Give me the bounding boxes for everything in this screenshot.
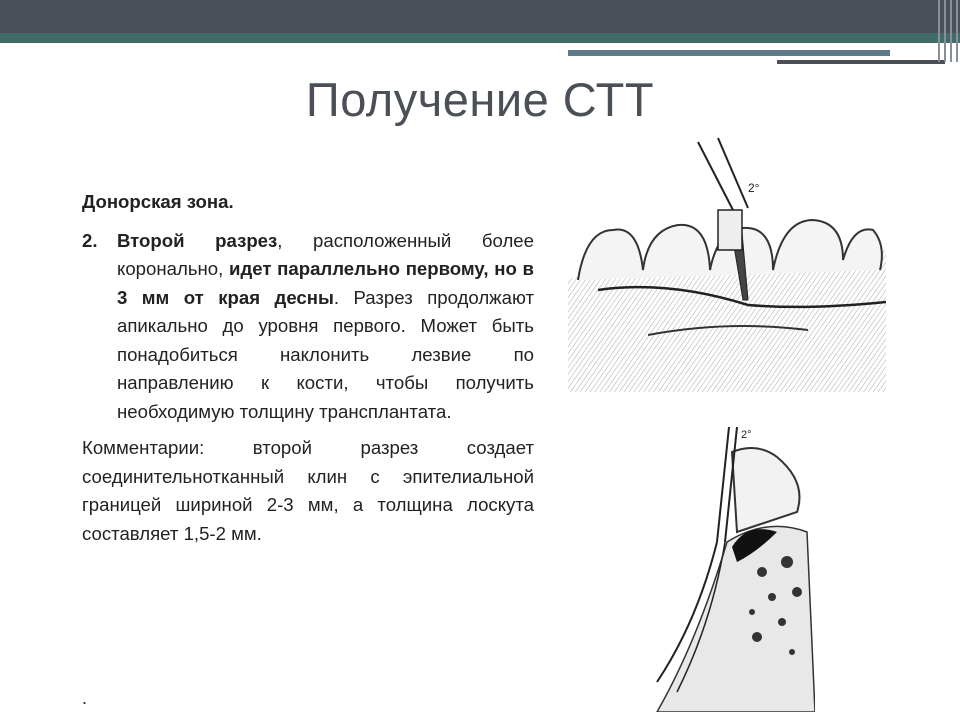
accent-decor-stripe bbox=[568, 50, 890, 56]
item-text-4: . Разрез продолжают апикально до уровня первого. Может быть понадобиться наклонить лезвие по направлению к кости, чтобы получить необходимую толщину трансплантата. bbox=[117, 286, 534, 422]
section-heading: Донорская зона. bbox=[82, 191, 234, 212]
teeth-incision-illustration bbox=[568, 130, 886, 392]
item-text bbox=[117, 227, 534, 427]
corner-decor-lines bbox=[934, 0, 960, 62]
trailing-dot: . bbox=[82, 688, 88, 708]
item-text-2: , расположенный более коронально, bbox=[117, 229, 534, 279]
item-bold-1: Второй разрез bbox=[117, 229, 278, 251]
cross-section-illustration bbox=[637, 422, 815, 712]
slide-body bbox=[82, 188, 534, 548]
numbered-item bbox=[82, 227, 534, 427]
angle-label-top: 2° bbox=[748, 181, 760, 195]
item-number: 2. bbox=[82, 229, 98, 251]
teal-decor-stripe bbox=[0, 33, 960, 43]
item-bold-3: идет параллельно первому, но в 3 мм от края десны bbox=[117, 258, 534, 308]
angle-label-bottom: 2° bbox=[741, 429, 752, 441]
comment-paragraph: Комментарии: второй разрез создает соединительнотканный клин с эпителиальной границей шириной 2-3 мм, а толщина лоскута составляет 1,5-2 мм. bbox=[82, 437, 534, 544]
accent-decor-stripe-2 bbox=[777, 60, 945, 64]
slide-title: Получение СТТ bbox=[305, 73, 655, 126]
top-decor-bar bbox=[0, 0, 960, 33]
